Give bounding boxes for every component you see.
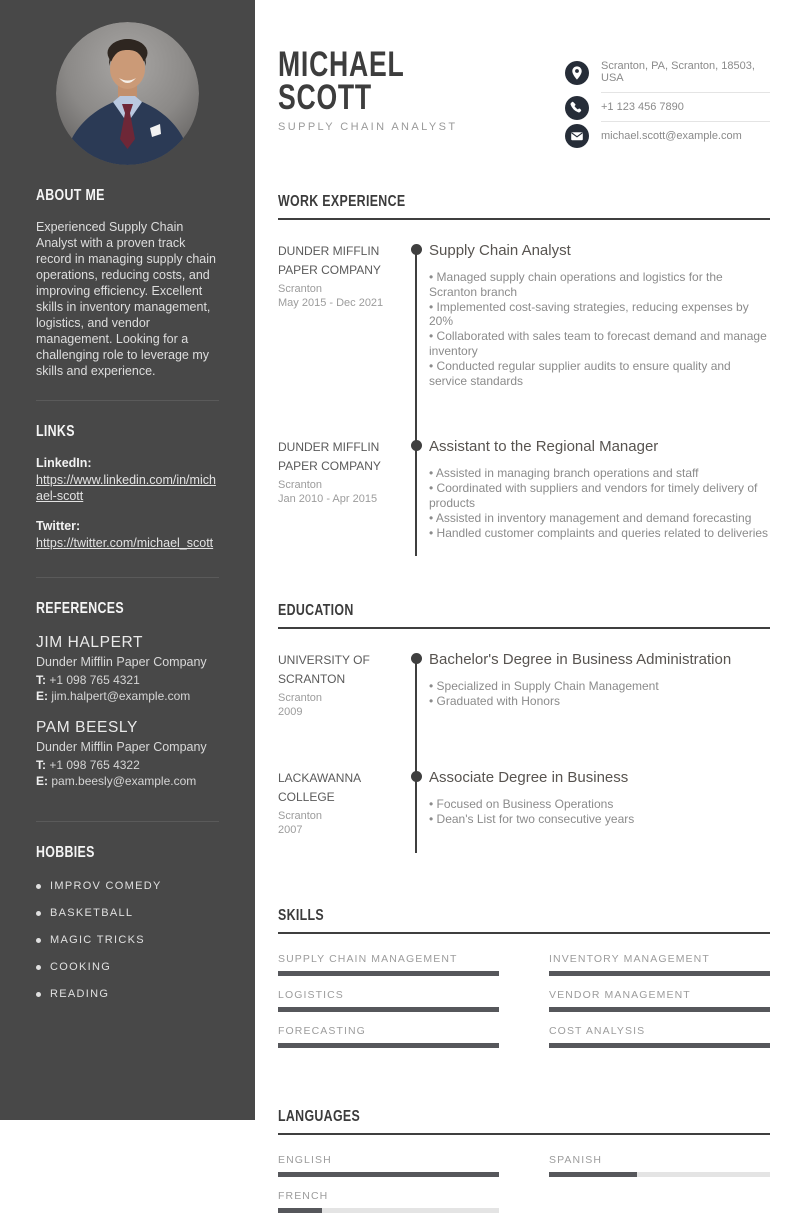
skill-bar-fill: [549, 1007, 770, 1012]
reference-email: [36, 689, 219, 703]
timeline-dot: [411, 653, 422, 664]
hobby-item: [36, 988, 219, 1000]
school-location: Scranton: [278, 810, 323, 823]
employment-dates: May 2015 - Dec 2021: [278, 297, 384, 309]
skill-name: LOGISTICS: [278, 989, 344, 1002]
profile-photo: [56, 22, 199, 165]
bullet-item: • Specialized in Supply Chain Management: [429, 679, 770, 694]
reference-phone: [36, 673, 219, 687]
skill-bar: [278, 1043, 499, 1048]
education-entry: [278, 651, 770, 719]
bullet-icon: [36, 992, 41, 997]
education-entry: [278, 769, 770, 837]
school-name: UNIVERSITY OF SCRANTON: [278, 653, 370, 687]
hobby-list: [36, 880, 219, 1000]
contact-row-location: [565, 52, 770, 93]
reference-item: [36, 719, 219, 788]
contact-row-email: [565, 122, 770, 150]
reference-company: Dunder Mifflin Paper Company: [36, 740, 207, 754]
languages-heading-label: LANGUAGES: [278, 1108, 361, 1126]
degree-bullets: [429, 797, 770, 827]
reference-email-label: E:: [36, 774, 48, 788]
skill-name: INVENTORY MANAGEMENT: [549, 953, 710, 966]
skill-item: [549, 953, 770, 976]
hobby-item: [36, 934, 219, 946]
education-entries: [278, 651, 770, 853]
link-item-twitter: [36, 519, 219, 551]
link-label: LinkedIn:: [36, 456, 92, 470]
bullet-item: • Coordinated with suppliers and vendors for timely delivery of products: [429, 481, 770, 511]
language-item: [278, 1190, 499, 1213]
skill-bar-fill: [549, 1043, 770, 1048]
skill-bar: [549, 1043, 770, 1048]
language-item: [278, 1154, 499, 1177]
name-block: [278, 42, 565, 150]
work-heading-label: WORK EXPERIENCE: [278, 193, 406, 210]
skill-item: [278, 989, 499, 1012]
position-bullets: [429, 270, 770, 388]
timeline-dot: [411, 440, 422, 451]
language-bar: [278, 1172, 499, 1177]
job-title-subtext: SUPPLY CHAIN ANALYST: [278, 121, 458, 133]
entry-body: [415, 438, 770, 540]
skill-bar: [549, 1007, 770, 1012]
about-section-heading: [36, 187, 219, 205]
skill-name: VENDOR MANAGEMENT: [549, 989, 691, 1002]
contact-phone-text: +1 123 456 7890: [601, 93, 770, 122]
reference-email: [36, 774, 219, 788]
reference-email-value: pam.beesly@example.com: [51, 774, 197, 788]
hobby-label: COOKING: [50, 961, 112, 973]
work-section-heading: [278, 193, 770, 220]
link-label: Twitter:: [36, 519, 81, 533]
contact-location-text: Scranton, PA, Scranton, 18503, USA: [601, 52, 770, 93]
reference-phone-label: T:: [36, 758, 46, 772]
language-bar: [549, 1172, 770, 1177]
bullet-item: • Focused on Business Operations: [429, 797, 770, 812]
phone-icon: [565, 96, 589, 120]
skill-item: [549, 1025, 770, 1048]
skill-name: COST ANALYSIS: [549, 1025, 646, 1038]
language-item: [549, 1154, 770, 1177]
sidebar: [0, 0, 255, 1120]
education-heading-label: EDUCATION: [278, 602, 354, 620]
skill-bar-fill: [549, 971, 770, 976]
skill-name: FORECASTING: [278, 1025, 366, 1038]
contact-row-phone: [565, 93, 770, 122]
entry-body: [415, 651, 770, 719]
position-bullets: [429, 466, 770, 540]
degree-bullets: [429, 679, 770, 709]
link-item-linkedin: [36, 456, 219, 504]
bullet-item: • Assisted in managing branch operations and staff: [429, 466, 770, 481]
skill-bar-fill: [278, 1007, 499, 1012]
links-heading-label: LINKS: [36, 423, 75, 440]
references-heading-label: REFERENCES: [36, 600, 124, 617]
skills-heading-label: SKILLS: [278, 907, 325, 925]
bullet-icon: [36, 911, 41, 916]
name-last: SCOTT: [278, 78, 372, 117]
school-location: Scranton: [278, 692, 323, 705]
skill-item: [278, 953, 499, 976]
bullet-icon: [36, 884, 41, 889]
bullet-icon: [36, 938, 41, 943]
resume-header: [278, 42, 770, 150]
skills-grid: [278, 953, 770, 1048]
language-name: FRENCH: [278, 1190, 329, 1203]
bullet-item: • Managed supply chain operations and logistics for the Scranton branch: [429, 270, 770, 300]
language-name: SPANISH: [549, 1154, 603, 1167]
references-section-heading: [36, 600, 219, 618]
work-entry: [278, 242, 770, 388]
position-title: Supply Chain Analyst: [429, 242, 571, 259]
entry-body: [415, 242, 770, 388]
bullet-item: • Graduated with Honors: [429, 694, 770, 709]
skill-bar-fill: [278, 1043, 499, 1048]
position-title: Assistant to the Regional Manager: [429, 438, 659, 456]
work-entries: [278, 242, 770, 556]
skill-bar-fill: [278, 971, 499, 976]
reference-phone-value: +1 098 765 4322: [49, 758, 140, 772]
entry-meta: [278, 438, 415, 540]
hobbies-section-heading: [36, 844, 219, 862]
reference-name: PAM BEESLY: [36, 719, 138, 736]
education-section: [278, 602, 770, 853]
reference-phone-label: T:: [36, 673, 46, 687]
school-name: LACKAWANNA COLLEGE: [278, 771, 361, 805]
bullet-item: • Handled customer complaints and queries related to deliveries: [429, 526, 770, 541]
skill-item: [549, 989, 770, 1012]
skill-bar: [278, 971, 499, 976]
language-bar-fill: [278, 1172, 499, 1177]
bullet-item: • Collaborated with sales team to forecast demand and manage inventory: [429, 329, 770, 359]
reference-company: Dunder Mifflin Paper Company: [36, 655, 207, 669]
reference-email-value: jim.halpert@example.com: [51, 689, 191, 703]
entry-body: [415, 769, 770, 837]
location-icon: [565, 61, 589, 85]
employment-dates: Jan 2010 - Apr 2015: [278, 493, 378, 506]
about-text: Experienced Supply Chain Analyst with a proven track record in managing supply chain operations, reducing costs, and improving efficiency. Excellent skills in inventory management, logistics, and vendor management. Looking for a challenging role to leverage my skills and experience.: [36, 220, 216, 378]
links-section-heading: [36, 423, 219, 441]
bullet-item: • Dean's List for two consecutive years: [429, 812, 770, 827]
hobby-item: [36, 907, 219, 919]
hobby-item: [36, 961, 219, 973]
entry-meta: [278, 769, 415, 837]
linkedin-link[interactable]: https://www.linkedin.com/in/michael-scott: [36, 473, 216, 503]
entry-meta: [278, 651, 415, 719]
bullet-item: • Conducted regular supplier audits to ensure quality and service standards: [429, 359, 770, 389]
reference-item: [36, 634, 219, 703]
timeline-dot: [411, 771, 422, 782]
entry-meta: [278, 242, 415, 388]
sidebar-divider: [36, 821, 219, 822]
hobby-item: [36, 880, 219, 892]
hobby-label: MAGIC TRICKS: [50, 934, 145, 946]
contact-info: [565, 52, 770, 150]
hobby-label: IMPROV COMEDY: [50, 880, 162, 892]
company-location: Scranton: [278, 283, 323, 295]
bullet-icon: [36, 965, 41, 970]
degree-title: Bachelor's Degree in Business Administration: [429, 651, 732, 669]
skill-item: [278, 1025, 499, 1048]
language-bar-fill: [278, 1208, 322, 1213]
contact-email-text: michael.scott@example.com: [601, 130, 742, 142]
name-first: MICHAEL: [278, 45, 405, 84]
languages-section-heading: [278, 1108, 770, 1135]
graduation-year: 2007: [278, 824, 303, 837]
degree-title: Associate Degree in Business: [429, 769, 629, 787]
skill-bar: [549, 971, 770, 976]
skills-section: [278, 907, 770, 1048]
skill-bar: [278, 1007, 499, 1012]
reference-name: JIM HALPERT: [36, 634, 144, 651]
main-content: [255, 0, 794, 1203]
bullet-item: • Implemented cost-saving strategies, reducing expenses by 20%: [429, 300, 770, 330]
language-bar-fill: [549, 1172, 637, 1177]
graduation-year: 2009: [278, 706, 303, 719]
hobby-label: READING: [50, 988, 110, 1000]
company-location: Scranton: [278, 479, 323, 492]
reference-email-label: E:: [36, 689, 48, 703]
work-experience-section: [278, 193, 770, 556]
language-name: ENGLISH: [278, 1154, 332, 1167]
hobby-label: BASKETBALL: [50, 907, 134, 919]
about-heading-label: ABOUT ME: [36, 187, 105, 204]
languages-grid: [278, 1154, 770, 1213]
skills-section-heading: [278, 907, 770, 934]
company-name: DUNDER MIFFLIN PAPER COMPANY: [278, 440, 381, 474]
sidebar-divider: [36, 400, 219, 401]
language-bar: [278, 1208, 499, 1213]
timeline-dot: [411, 244, 422, 255]
skill-name: SUPPLY CHAIN MANAGEMENT: [278, 953, 458, 966]
twitter-link[interactable]: https://twitter.com/michael_scott: [36, 536, 214, 550]
bullet-item: • Assisted in inventory management and demand forecasting: [429, 511, 770, 526]
sidebar-divider: [36, 577, 219, 578]
reference-phone: [36, 758, 219, 772]
work-entry: [278, 438, 770, 540]
languages-section: [278, 1108, 770, 1213]
reference-phone-value: +1 098 765 4321: [49, 673, 140, 687]
education-section-heading: [278, 602, 770, 629]
hobbies-heading-label: HOBBIES: [36, 844, 95, 861]
email-icon: [565, 124, 589, 148]
company-name: DUNDER MIFFLIN PAPER COMPANY: [278, 244, 381, 277]
